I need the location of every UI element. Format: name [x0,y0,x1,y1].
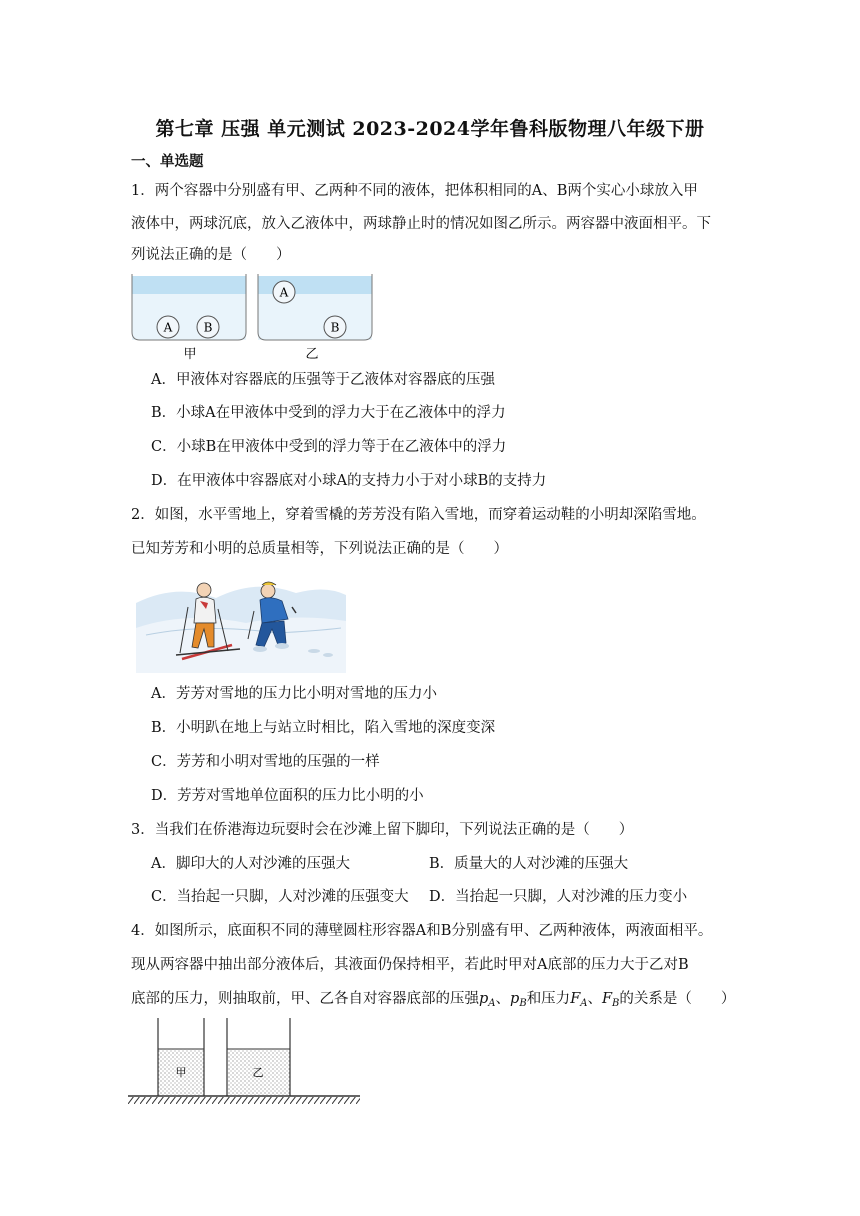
q4-figure-cylinders [128,1016,363,1108]
symbol-p-b: p [510,991,520,1007]
subscript-b: B [519,998,527,1009]
q2-snow-illustration [136,573,346,673]
q4-line3-mid: 和压力 [526,991,571,1007]
ball-a-label: A [163,320,173,335]
liquid-yi-label: 乙 [252,1066,264,1079]
q1-option-a: A．甲液体对容器底的压强等于乙液体对容器底的压强 [151,372,495,388]
q2-text-line1: 2．如图，水平雪地上，穿着雪橇的芳芳没有陷入雪地，而穿着运动鞋的小明却深陷雪地。 [131,507,706,523]
q1-text-line1: 1．两个容器中分别盛有甲、乙两种不同的液体，把体积相同的A、B两个实心小球放入甲 [131,183,698,199]
q3-option-b: B．质量大的人对沙滩的压强大 [429,856,629,872]
q4-line3-end: 的关系是（ ） [619,991,736,1007]
q4-text-line1: 4．如图所示，底面积不同的薄壁圆柱形容器A和B分别盛有甲、乙两种液体，两液面相平。 [131,923,713,939]
q1-text-line3: 列说法正确的是（ ） [131,247,291,263]
q3-option-d: D．当抬起一只脚，人对沙滩的压力变小 [429,889,688,905]
container-jia [132,274,246,340]
q1-option-d: D．在甲液体中容器底对小球A的支持力小于对小球B的支持力 [151,473,547,489]
cylinder-b [227,1018,290,1096]
q4-text-line2: 现从两容器中抽出部分液体后，其液面仍保持相平，若此时甲对A底部的压力大于乙对B [131,957,689,973]
ball-a-floating-label: A [279,285,289,300]
symbol-f: F [570,991,581,1007]
ball-b-label: B [203,320,213,335]
q2-option-d: D．芳芳对雪地单位面积的压力比小明的小 [151,788,424,804]
q2-option-b: B．小明趴在地上与站立时相比，陷入雪地的深度变深 [151,720,496,736]
q3-option-a: A．脚印大的人对沙滩的压强大 [151,856,350,872]
q1-text-line2: 液体中，两球沉底，放入乙液体中，两球静止时的情况如图乙所示。两容器中液面相平。下 [131,216,711,232]
q4-text-line3 [131,990,735,1013]
q2-option-c: C．芳芳和小明对雪地的压强的一样 [151,754,380,770]
q3-option-c: C．当抬起一只脚，人对沙滩的压强变大 [151,889,409,905]
separator: 、 [495,991,511,1007]
label-yi: 乙 [305,347,319,362]
cylinder-a [158,1018,204,1096]
subscript-fa: A [580,998,588,1009]
q1-option-c: C．小球B在甲液体中受到的浮力等于在乙液体中的浮力 [151,439,507,455]
subscript-a: A [488,998,496,1009]
separator-2: 、 [587,991,602,1007]
label-jia: 甲 [183,347,197,362]
q4-line3-start: 底部的压力，则抽取前，甲、乙各自对容器底部的压强 [131,991,479,1007]
subscript-fb: B [612,998,620,1009]
ground-hatching [128,1097,360,1104]
symbol-f-b: F [601,991,613,1007]
ball-b-sunk-label: B [330,320,340,335]
q3-text-line1: 3．当我们在侨港海边玩耍时会在沙滩上留下脚印，下列说法正确的是（ ） [131,822,634,838]
q1-figure-containers [128,274,378,364]
page-title: 第七章 压强 单元测试 2023-2024学年鲁科版物理八年级下册 [155,118,705,140]
symbol-p: p [479,991,489,1007]
q2-option-a: A．芳芳对雪地的压力比小明对雪地的压力小 [151,686,437,702]
container-yi [258,274,372,340]
liquid-jia-label: 甲 [175,1066,187,1079]
q1-option-b: B．小球A在甲液体中受到的浮力大于在乙液体中的浮力 [151,405,506,421]
section-heading: 一、单选题 [131,153,204,170]
q2-text-line2: 已知芳芳和小明的总质量相等，下列说法正确的是（ ） [131,541,508,557]
